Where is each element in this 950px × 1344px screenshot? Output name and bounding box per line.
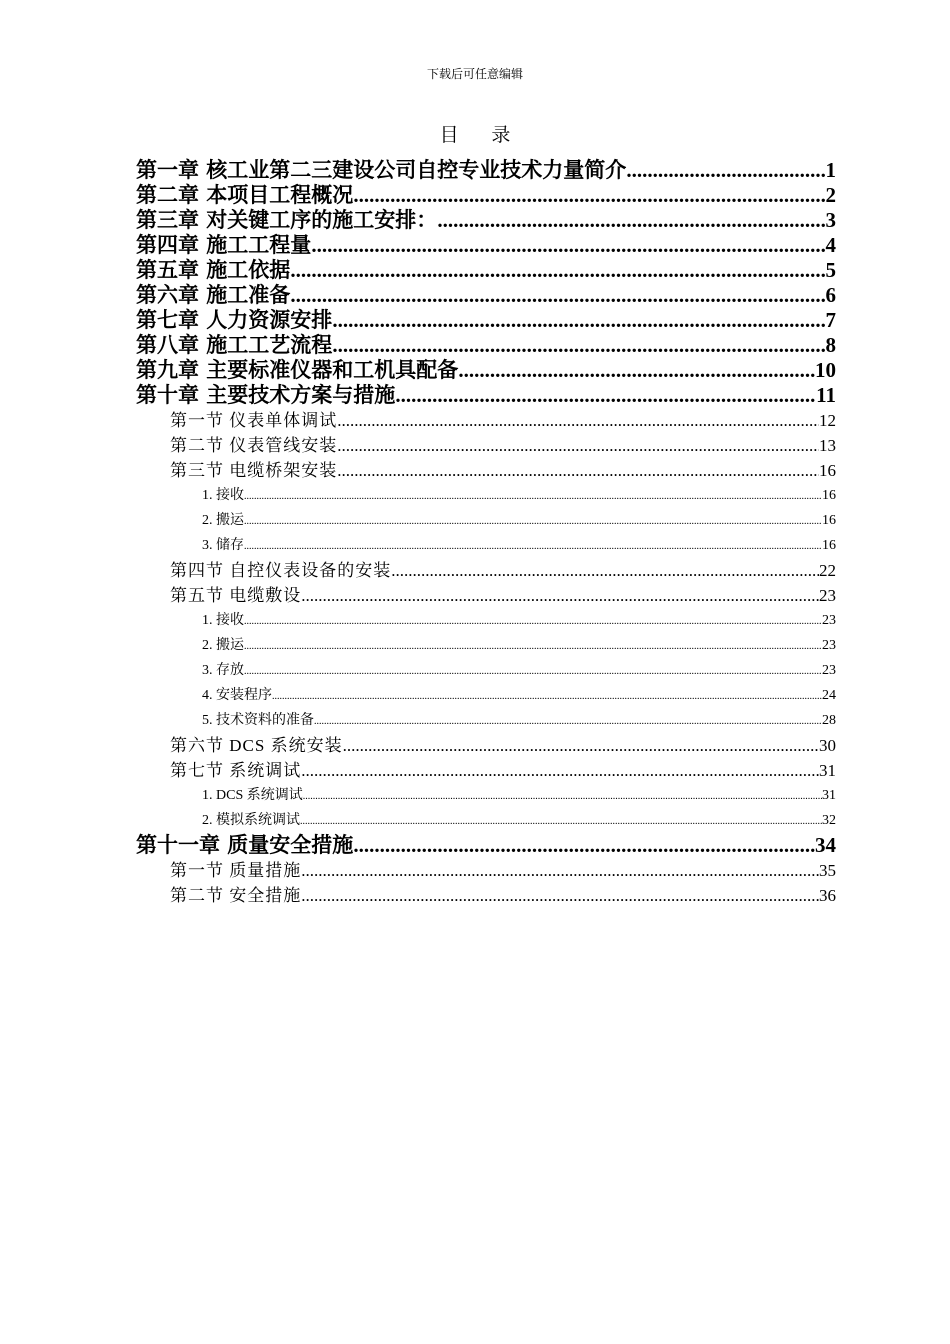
toc-entry-page: 24 — [822, 688, 836, 703]
toc-entry[interactable] — [136, 483, 836, 508]
toc-entry[interactable] — [136, 858, 836, 883]
toc-dot-leader — [391, 558, 819, 583]
toc-entry-label: 第七节 系统调试 — [170, 761, 302, 780]
toc-entry[interactable] — [136, 808, 836, 833]
toc-entry-label: 5. 技术资料的准备 — [202, 713, 314, 728]
toc-entry-label: 4. 安装程序 — [202, 688, 272, 703]
toc-entry-page: 4 — [825, 233, 836, 257]
toc-entry[interactable] — [136, 708, 836, 733]
toc-entry-page: 16 — [822, 488, 836, 503]
toc-entry[interactable] — [136, 608, 836, 633]
toc-entry-label: 第五节 电缆敷设 — [170, 586, 302, 605]
toc-entry[interactable] — [136, 283, 836, 308]
toc-entry-label: 第三节 电缆桥架安装 — [170, 461, 338, 480]
toc-entry[interactable] — [136, 733, 836, 758]
toc-entry-label: 第四节 自控仪表设备的安装 — [170, 561, 392, 580]
toc-dot-leader — [437, 208, 825, 233]
toc-dot-leader — [337, 433, 819, 458]
toc-dot-leader — [290, 258, 825, 283]
toc-entry-label: 3. 储存 — [202, 538, 244, 553]
toc-entry[interactable] — [136, 433, 836, 458]
toc-entry-page: 34 — [815, 833, 836, 857]
toc-entry-label: 第六节 DCS 系统安装 — [170, 736, 343, 755]
toc-entry-page: 35 — [819, 861, 836, 880]
toc-dot-leader — [337, 408, 819, 433]
toc-entry[interactable] — [136, 183, 836, 208]
toc-entry-label: 第九章 主要标准仪器和工机具配备 — [136, 358, 459, 382]
toc-dot-leader — [244, 634, 822, 658]
toc-entry-page: 16 — [822, 513, 836, 528]
toc-entry[interactable] — [136, 383, 836, 408]
toc-entry-label: 第五章 施工依据 — [136, 258, 291, 282]
toc-entry-page: 23 — [822, 663, 836, 678]
toc-entry-page: 3 — [825, 208, 836, 232]
toc-dot-leader — [300, 809, 822, 833]
toc-dot-leader — [353, 833, 815, 858]
toc-entry-label: 第二章 本项目工程概况 — [136, 183, 354, 207]
toc-dot-leader — [311, 233, 825, 258]
toc-dot-leader — [301, 883, 819, 908]
toc-dot-leader — [332, 308, 825, 333]
toc-entry[interactable] — [136, 358, 836, 383]
header-note: 下载后可任意编辑 — [426, 67, 523, 81]
toc-dot-leader — [303, 784, 822, 808]
toc-entry-page: 30 — [819, 736, 836, 755]
toc-dot-leader — [626, 158, 825, 183]
toc-entry-label: 第三章 对关键工序的施工安排： — [136, 208, 438, 232]
toc-entry[interactable] — [136, 533, 836, 558]
toc-entry-page: 8 — [825, 333, 836, 357]
toc-entry[interactable] — [136, 508, 836, 533]
toc-entry-page: 2 — [825, 183, 836, 207]
toc-entry-label: 1. 接收 — [202, 613, 244, 628]
toc-entry-label: 第二节 仪表管线安装 — [170, 436, 338, 455]
toc-entry-page: 22 — [819, 561, 836, 580]
toc-entry[interactable] — [136, 783, 836, 808]
toc-entry-page: 16 — [819, 461, 836, 480]
toc-dot-leader — [395, 383, 816, 408]
toc-dot-leader — [343, 733, 819, 758]
toc-entry[interactable] — [136, 633, 836, 658]
toc-dot-leader — [244, 659, 822, 683]
toc-entry-page: 1 — [825, 158, 836, 182]
toc-entry-page: 32 — [822, 813, 836, 828]
toc-entry[interactable] — [136, 208, 836, 233]
toc-entry-label: 第一节 仪表单体调试 — [170, 411, 338, 430]
toc-entry[interactable] — [136, 308, 836, 333]
toc-entry-page: 31 — [819, 761, 836, 780]
toc-entry-page: 11 — [816, 383, 836, 407]
toc-entry-label: 2. 模拟系统调试 — [202, 813, 300, 828]
toc-entry-label: 第十章 主要技术方案与措施 — [136, 383, 396, 407]
toc-entry-label: 1. DCS 系统调试 — [202, 788, 303, 803]
toc-dot-leader — [244, 484, 822, 508]
toc-entry-page: 28 — [822, 713, 836, 728]
toc-entry[interactable] — [136, 458, 836, 483]
toc-entry-page: 23 — [819, 586, 836, 605]
toc-entry[interactable] — [136, 883, 836, 908]
toc-entry[interactable] — [136, 583, 836, 608]
toc-entry-page: 6 — [825, 283, 836, 307]
toc-dot-leader — [337, 458, 819, 483]
toc-entry-label: 第八章 施工工艺流程 — [136, 333, 333, 357]
toc-entry-page: 13 — [819, 436, 836, 455]
toc-entry-label: 第二节 安全措施 — [170, 886, 302, 905]
toc-entry-page: 31 — [822, 788, 836, 803]
toc-dot-leader — [244, 609, 822, 633]
toc-dot-leader — [458, 358, 815, 383]
toc-entry[interactable] — [136, 833, 836, 858]
toc-entry[interactable] — [136, 658, 836, 683]
toc-entry[interactable] — [136, 408, 836, 433]
toc-entry-page: 23 — [822, 613, 836, 628]
toc-entry[interactable] — [136, 558, 836, 583]
toc-entry-label: 1. 接收 — [202, 488, 244, 503]
toc-entry-label: 第六章 施工准备 — [136, 283, 291, 307]
toc-entry-page: 16 — [822, 538, 836, 553]
toc-title: 目 录 — [439, 125, 525, 146]
toc-dot-leader — [353, 183, 825, 208]
toc-entry[interactable] — [136, 158, 836, 183]
toc-entry-label: 2. 搬运 — [202, 638, 244, 653]
toc-dot-leader — [301, 758, 819, 783]
toc-entry-page: 12 — [819, 411, 836, 430]
toc-dot-leader — [314, 709, 822, 733]
toc-entry-label: 第一章 核工业第二三建设公司自控专业技术力量简介 — [136, 158, 627, 182]
toc-dot-leader — [272, 684, 822, 708]
toc-dot-leader — [301, 583, 819, 608]
toc-entry-label: 第七章 人力资源安排 — [136, 308, 333, 332]
toc-entry[interactable] — [136, 683, 836, 708]
toc-entry[interactable] — [136, 258, 836, 283]
toc-entry[interactable] — [136, 333, 836, 358]
toc-entry-page: 5 — [825, 258, 836, 282]
toc-dot-leader — [301, 858, 819, 883]
toc-entry[interactable] — [136, 233, 836, 258]
toc-dot-leader — [332, 333, 825, 358]
toc-entry-label: 3. 存放 — [202, 663, 244, 678]
toc-entry-page: 23 — [822, 638, 836, 653]
toc-dot-leader — [290, 283, 825, 308]
toc-dot-leader — [244, 509, 822, 533]
toc-entry[interactable] — [136, 758, 836, 783]
toc-entry-page: 36 — [819, 886, 836, 905]
toc-entry-label: 第一节 质量措施 — [170, 861, 302, 880]
toc-entry-label: 2. 搬运 — [202, 513, 244, 528]
toc-entry-label: 第四章 施工工程量 — [136, 233, 312, 257]
table-of-contents — [136, 158, 836, 908]
toc-entry-label: 第十一章 质量安全措施 — [136, 833, 354, 857]
toc-entry-page: 7 — [825, 308, 836, 332]
toc-entry-page: 10 — [815, 358, 836, 382]
toc-dot-leader — [244, 534, 822, 558]
